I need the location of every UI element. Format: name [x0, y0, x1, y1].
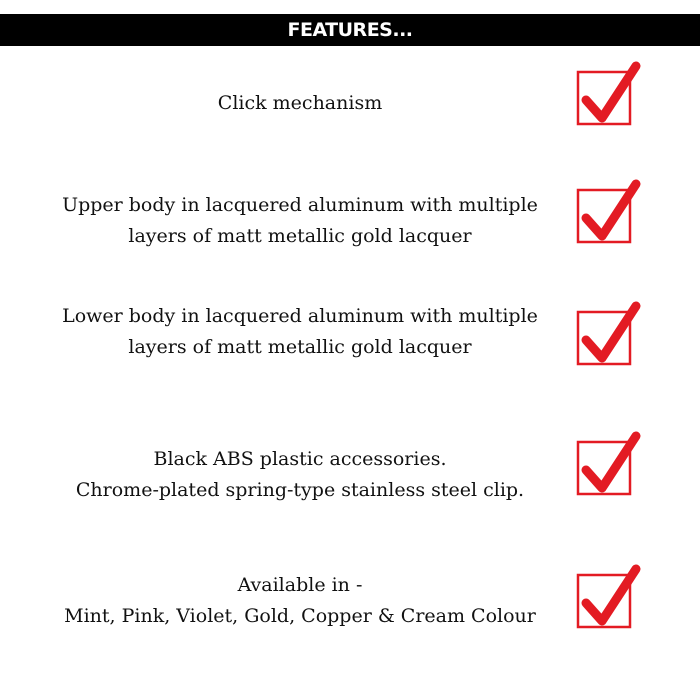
feature-text — [30, 190, 570, 252]
checkbox-checked-icon — [572, 300, 642, 370]
feature-line: Available in - — [237, 574, 363, 596]
feature-text — [30, 444, 570, 506]
feature-line: Chrome-plated spring-type stainless steel clip. — [75, 479, 525, 501]
feature-line: layers of matt metallic gold lacquer — [128, 336, 472, 358]
checkbox-checked-icon — [572, 60, 642, 130]
features-banner — [0, 14, 700, 46]
feature-line: Mint, Pink, Violet, Gold, Copper & Cream Colour — [64, 605, 536, 627]
feature-line: Click mechanism — [217, 92, 383, 114]
feature-text — [30, 88, 570, 119]
feature-line: Upper body in lacquered aluminum with multiple — [62, 194, 538, 216]
feature-line: Lower body in lacquered aluminum with multiple — [62, 305, 538, 327]
banner-title: FEATURES... — [287, 19, 413, 41]
checkbox-checked-icon — [572, 563, 642, 633]
feature-line: Black ABS plastic accessories. — [153, 448, 447, 470]
feature-line: layers of matt metallic gold lacquer — [128, 225, 472, 247]
checkbox-checked-icon — [572, 178, 642, 248]
feature-text — [30, 301, 570, 363]
checkbox-checked-icon — [572, 430, 642, 500]
feature-text — [30, 570, 570, 632]
